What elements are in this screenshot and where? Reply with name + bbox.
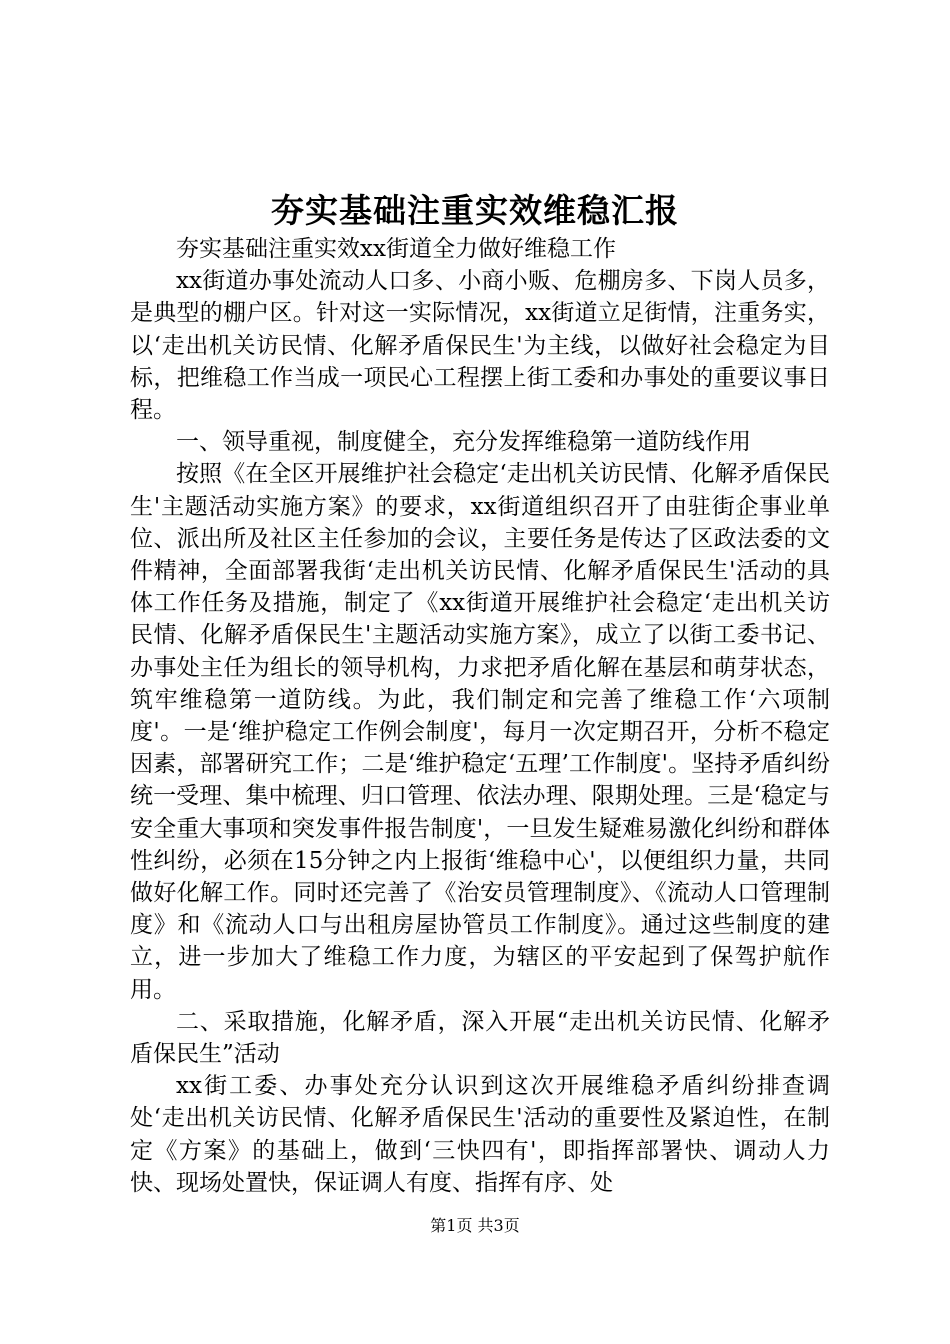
section-heading-1: 一、领导重视，制度健全，充分发挥维稳第一道防线作用 [176, 429, 751, 456]
document-title: 夯实基础注重实效维稳汇报 [271, 191, 679, 230]
paragraph-subtitle: 夯实基础注重实效xx街道全力做好维稳工作 [176, 236, 616, 262]
section-heading-2: 二、采取措施，化解矛盾，深入开展“走出机关访民情、化解矛盾保民生”活动 [130, 1008, 830, 1068]
paragraph-section-2: xx街工委、办事处充分认识到这次开展维稳矛盾纠纷排查调处‘走出机关访民情、化解矛盾保民生'活动的重要性及紧迫性，在制定《方案》的基础上，做到‘三快四有'，即指挥部署快、调动人力快、现场处置快，保证调人有度、指挥有序、处 [130, 1073, 830, 1196]
page-footer: 第1页 共3页 [430, 1216, 520, 1235]
paragraph-section-1: 按照《在全区开展维护社会稳定‘走出机关访民情、化解矛盾保民生'主题活动实施方案》的要求，xx街道组织召开了由驻街企事业单位、派出所及社区主任参加的会议，主要任务是传达了区政法委的文件精神，全面部署我街‘走出机关访民情、化解矛盾保民生'活动的具体工作任务及措施，制定了《xx街道开展维护社会稳定‘走出机关访民情、化解矛盾保民生'主题活动实施方案》，成立了以街工委书记、办事处主任为组长的领导机构，力求把矛盾化解在基层和萌芽状态，筑牢维稳第一道防线。为此，我们制定和完善了维稳工作‘六项制度'。一是‘维护稳定工作例会制度'，每月一次定期召开，分析不稳定因素，部署研究工作；二是‘维护稳定‘五理’工作制度'。坚持矛盾纠纷统一受理、集中梳理、归口管理、依法办理、限期处理。三是‘稳定与安全重大事项和突发事件报告制度'，一旦发生疑难易激化纠纷和群体性纠纷，必须在15分钟之内上报街‘维稳中心'，以便组织力量，共同做好化解工作。同时还完善了《治安员管理制度》、《流动人口管理制度》和《流动人口与出租房屋协管员工作制度》。通过这些制度的建立，进一步加大了维稳工作力度，为辖区的平安起到了保驾护航作用。 [130, 461, 830, 1003]
paragraph-intro: xx街道办事处流动人口多、小商小贩、危棚房多、下岗人员多，是典型的棚户区。针对这一实际情况，xx街道立足街情，注重务实，以‘走出机关访民情、化解矛盾保民生'为主线，以做好社会稳定为目标，把维稳工作当成一项民心工程摆上街工委和办事处的重要议事日程。 [130, 268, 830, 424]
document-body [130, 233, 830, 1199]
